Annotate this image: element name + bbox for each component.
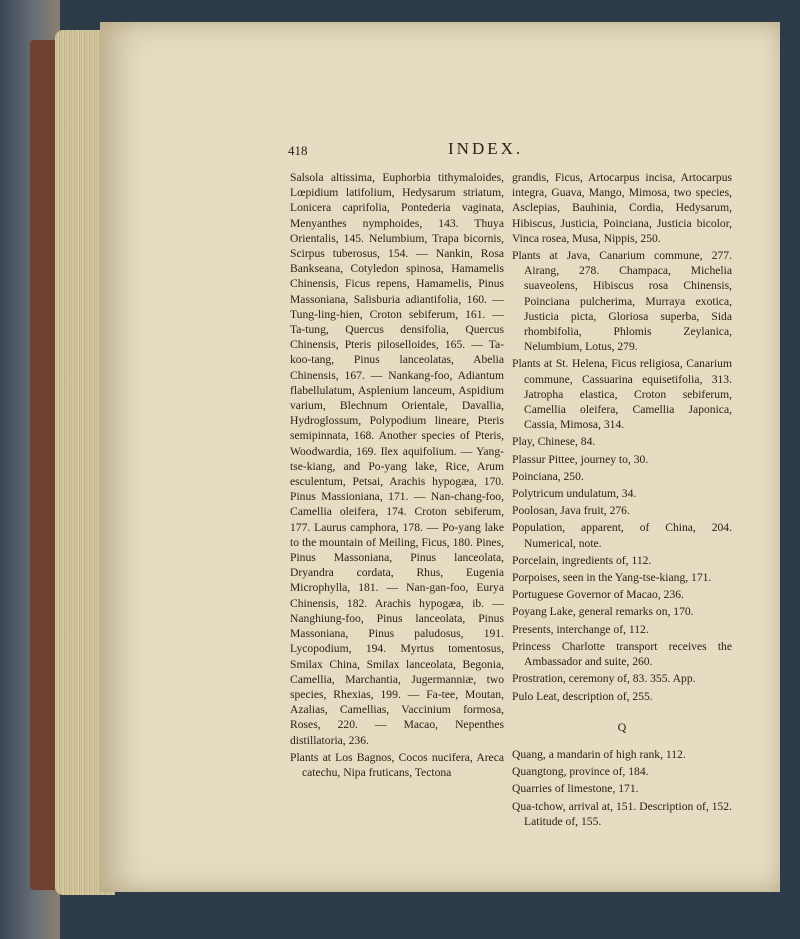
left-column [290, 170, 504, 780]
right-column [512, 170, 732, 829]
index-entry: Presents, interchange of, 112. [512, 622, 649, 636]
index-entry: Princess Charlotte transport receives the Ambassador and suite, 260. [512, 639, 732, 669]
section-letter: Q [617, 719, 627, 734]
index-entry: Porcelain, ingredients of, 112. [512, 553, 652, 567]
index-entry: Poolosan, Java fruit, 276. [512, 504, 630, 518]
index-entry: Poyang Lake, general remarks on, 170. [512, 605, 694, 619]
page-header [288, 139, 768, 165]
index-entry: Prostration, ceremony of, 83. 355. App. [512, 672, 696, 686]
index-entry: Polytricum undulatum, 34. [512, 487, 637, 501]
index-entry: Plants at St. Helena, Ficus religiosa, Canarium commune, Cassuarina equisetifolia, 313. Jatropha elastica, Croton sebiferum, Camellia oleifera, Camellia Japonica, Cassia, Mimosa, 314. [512, 357, 732, 432]
index-entry: Quang, a mandarin of high rank, 112. [512, 747, 686, 761]
index-entry: Plants at Los Bagnos, Cocos nucifera, Areca catechu, Nipa fruticans, Tectona [290, 750, 504, 779]
index-entry: Quarries of limestone, 171. [512, 782, 639, 796]
index-entry: Pulo Leat, description of, 255. [512, 689, 653, 703]
index-entry: Qua-tchow, arrival at, 151. Description of, 152. Latitude of, 155. [512, 799, 732, 828]
index-entry: Plants at Java, Canarium commune, 277. Airang, 278. Champaca, Michelia suaveolens, Hibiscus rosa Chinensis, Poinciana pulcherima, Murraya exotica, Justicia picta, Gloriosa superba, Sida rhombifolia, Phlomis Zeylanica, Nelumbium, Lotus, 279. [512, 249, 732, 354]
index-entry: Quangtong, province of, 184. [512, 765, 649, 779]
running-title: INDEX. [448, 139, 524, 158]
index-entry: Poinciana, 250. [512, 469, 584, 483]
index-entry: Porpoises, seen in the Yang-tse-kiang, 171. [512, 571, 712, 585]
page-number: 418 [288, 143, 308, 158]
index-entry: Salsola altissima, Euphorbia tithymaloides, Lœpidium latifolium, Hedysarum striatum, Lonicera caprifolia, Pontederia vaginata, Menyanthes nymphoides, 143. Thuya Orientalis, 145. Nelumbium, Trapa bicornis, Scirpus tuberosus, 154. — Nankin, Rosa Bankseana, Cotyledon spinosa, Hamamelis Chinensis, Ficus repens, Hamamelis, Pinus Massoniana, Salisburia adiantifolia, 160. — Tung-ling-hien, Croton sebiferum, 161. — Ta-tung, Quercus densifolia, Quercus Chinensis, Pteris piloselloides, 165. — Ta-koo-tang, Pinus lanceolatas, Abelia Chinensis, 167. — Nankang-foo, Adiantum flabellulatum, Asplenium lanceum, Aspidium varium, Blechnum Orientale, Davallia, Hydroglossum, Polypodium lineare, Pteris semipinnata, 168. Another species of Pteris, Woodwardia, 169. Ilex aquifolium. — Yang-tse-kiang, and Po-yang lake, Rice, Arum esculentum, Petsai, Arachis hypogæa, 170. Pinus Massioniana, 171. — Nan-chang-foo, Camellia oleifera, 174. Croton sebiferum, 177. Laurus camphora, 178. — Po-yang lake to the mountain of Meiling, Ficus, 180. Pines, Pinus Massoniana, Pinus lanceolata, Dryandra cordata, Rhus, Eugenia Microphylla, 181. — Nan-gan-foo, Eurya Chinensis, 182. Arachis hypogæa, ib. — Nanghiung-foo, Pinus lanceolata, Pinus Massoniana, Pinus paludosus, 191. Lycopodium, 194. Myrtus tomentosus, Smilax China, Smilax lanceolata, Begonia, Camellia, Marchantia, Jugermanniæ, two species, Rhexias, 199. — Fa-tee, Moutan, Azalias, Camellias, Vaccinium formosa, Roses, 220. — Macao, Nepenthes distillatoria, 236. [290, 171, 504, 747]
index-entry: Plassur Pittee, journey to, 30. [512, 452, 649, 466]
index-entry: Population, apparent, of China, 204. Numerical, note. [512, 521, 732, 550]
index-entry: Portuguese Governor of Macao, 236. [512, 588, 684, 602]
index-entry: grandis, Ficus, Artocarpus incisa, Artocarpus integra, Guava, Mango, Mimosa, two species, Asclepias, Bauhinia, Cordia, Hedysarum, Hibiscus, Justicia, Poinciana, Justicia bicolor, Vinca rosea, Musa, Nippis, 250. [512, 171, 732, 245]
index-entry: Play, Chinese, 84. [512, 435, 596, 449]
